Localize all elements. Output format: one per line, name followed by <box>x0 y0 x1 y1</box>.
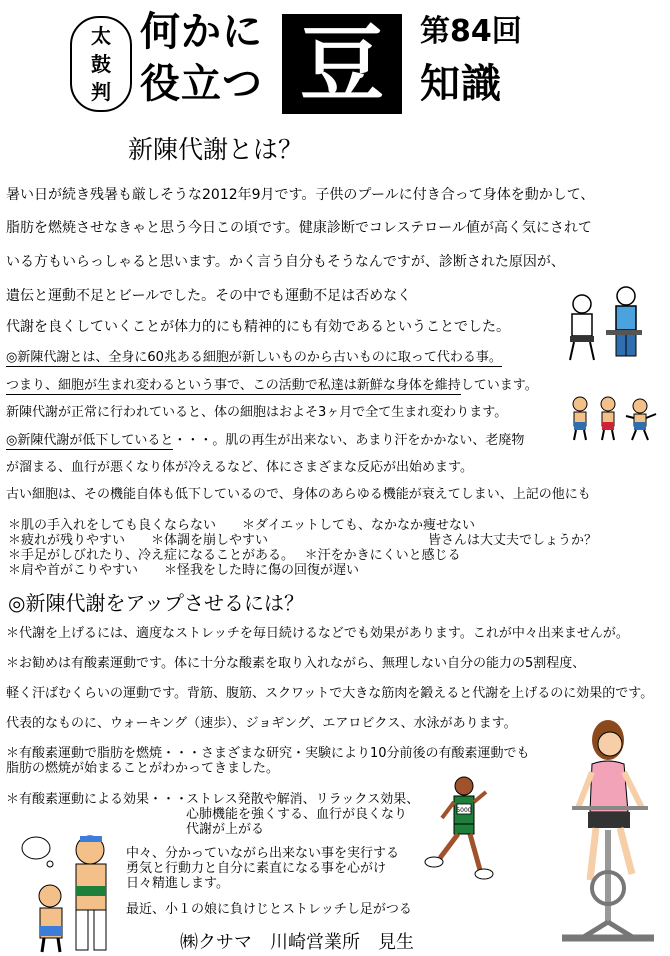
aerobic-line: 脂肪の燃焼が始まることがわかってきました。 <box>6 761 280 776</box>
up-line: ＊お勧めは有酸素運動です。体に十分な酸素を取り入れながら、無理しない自分の能力の5割程度、 <box>6 656 586 671</box>
question-text: 皆さんは大丈夫でしょうか？ <box>428 533 598 548</box>
doctor-patient-illustration <box>566 282 648 366</box>
section-heading: ◎新陳代謝をアップさせるには？ <box>8 591 305 615</box>
definition-line-2 <box>6 378 538 394</box>
badge-taikoban <box>70 16 132 112</box>
symptom-line: ＊肩や首がこりやすい ＊怪我をした時に傷の回復が遅い <box>8 563 360 578</box>
badge-char: 太 <box>91 24 111 48</box>
para1-line: 脂肪を燃焼させなきゃと思う今日この頃です。健康診断でコレステロール値が高く気にされて <box>6 220 592 236</box>
closing-line: 日々精進します。 <box>126 876 229 891</box>
para1-line: 代謝を良くしていくことが体力的にも精神的にも有効であるということでした。 <box>6 319 510 335</box>
low-metabolism-underlined: ◎新陳代謝が低下していると <box>6 433 174 448</box>
up-line: 軽く汗ばむくらいの運動です。背筋、腹筋、スクワットで大きな筋肉を鍛えると代謝を上げるのに効果的です。 <box>6 686 654 701</box>
definition-underlined: つまり、細胞が生まれ変わるという事で、この活動で私達は新鮮な身体を維持 <box>6 378 461 393</box>
header-title-2: 役立つ <box>140 61 263 107</box>
badge-char: 鼓 <box>91 52 111 76</box>
definition-rest: しています。 <box>460 378 538 393</box>
symptom-line: ＊疲れが残りやすい ＊体調を崩しやすい <box>8 533 269 548</box>
mame-box <box>282 14 402 114</box>
badge-char: 判 <box>91 80 111 104</box>
effect-item: 心肺機能を強くする、血行が良くなり <box>186 807 408 822</box>
effect-label: ＊有酸素運動による効果・・・ <box>6 792 189 807</box>
definition-text: ◎新陳代謝とは、全身に60兆ある細胞が新しいものから古いものに取って代わる事。 <box>6 350 502 365</box>
low-metabolism-rest: ・・・。肌の再生が出来ない、あまり汗をかかない、老廃物 <box>173 433 525 448</box>
symptom-line: ＊手足がしびれたり、冷え症になることがある。 ＊汗をかきにくいと感じる <box>8 548 461 563</box>
header-banner <box>70 6 570 116</box>
definition-line <box>6 350 502 366</box>
symptom-line: ＊肌の手入れをしても良くならない ＊ダイエットしても、なかなか痩せない <box>8 518 475 533</box>
mame-char: 豆 <box>299 15 384 113</box>
para1-line: いる方もいらっしゃると思います。かく言う自分もそうなんですが、診断された原因が、 <box>6 254 565 270</box>
normal-metabolism: 新陳代謝が正常に行われていると、体の細胞はおよそ3ヶ月で全て生まれ変わります。 <box>6 405 508 420</box>
old-cells-line: 古い細胞は、その機能自体も低下しているので、身体のあらゆる機能が衰えてしまい、上記の他にも <box>6 487 591 502</box>
low-metabolism-line <box>6 433 524 449</box>
runner-bib: 5000 <box>456 807 472 814</box>
effect-item: ストレス発散や解消、リラックス効果、 <box>186 792 420 807</box>
signature: ㈱クサマ 川崎営業所 見生 <box>180 932 414 953</box>
para1-line: 遺伝と運動不足とビールでした。その中でも運動不足は否めなく <box>6 288 412 304</box>
last-line: 最近、小１の娘に負けじとストレッチし足がつる <box>126 902 412 917</box>
para1-line: 暑い日が続き残暑も厳しそうな2012年9月です。子供のプールに付き合って身体を動かして、 <box>6 187 595 203</box>
up-line: ＊代謝を上げるには、適度なストレッチを毎日続けるなどでも効果があります。これが中々出来ませんが。 <box>6 626 629 641</box>
page-title: 新陳代謝とは？ <box>128 135 304 164</box>
exercise-bike-illustration <box>552 712 664 950</box>
kids-illustration <box>20 826 128 954</box>
aerobic-line: ＊有酸素運動で脂肪を燃焼・・・さまざまな研究・実験により10分前後の有酸素運動でも <box>6 746 530 761</box>
header-title-1: 何かに <box>140 9 263 55</box>
runner-illustration <box>418 774 504 880</box>
up-line: 代表的なものに、ウォーキング（速歩）、ジョギング、エアロビクス、水泳があります。 <box>6 716 517 731</box>
low-metabolism-line-2: が溜まる、血行が悪くなり体が冷えるなど、体にさまざまな反応が出始めます。 <box>6 460 473 475</box>
closing-line: 勇気と行動力と自分に素直になる事を心がけ <box>126 861 387 876</box>
effect-item: 代謝が上がる <box>186 822 265 837</box>
swimmers-illustration <box>566 394 662 442</box>
issue-number: 第84回 <box>420 14 522 49</box>
issue-chishiki: 知識 <box>420 61 502 107</box>
closing-line: 中々、分かっていながら出来ない事を実行する <box>126 846 400 861</box>
